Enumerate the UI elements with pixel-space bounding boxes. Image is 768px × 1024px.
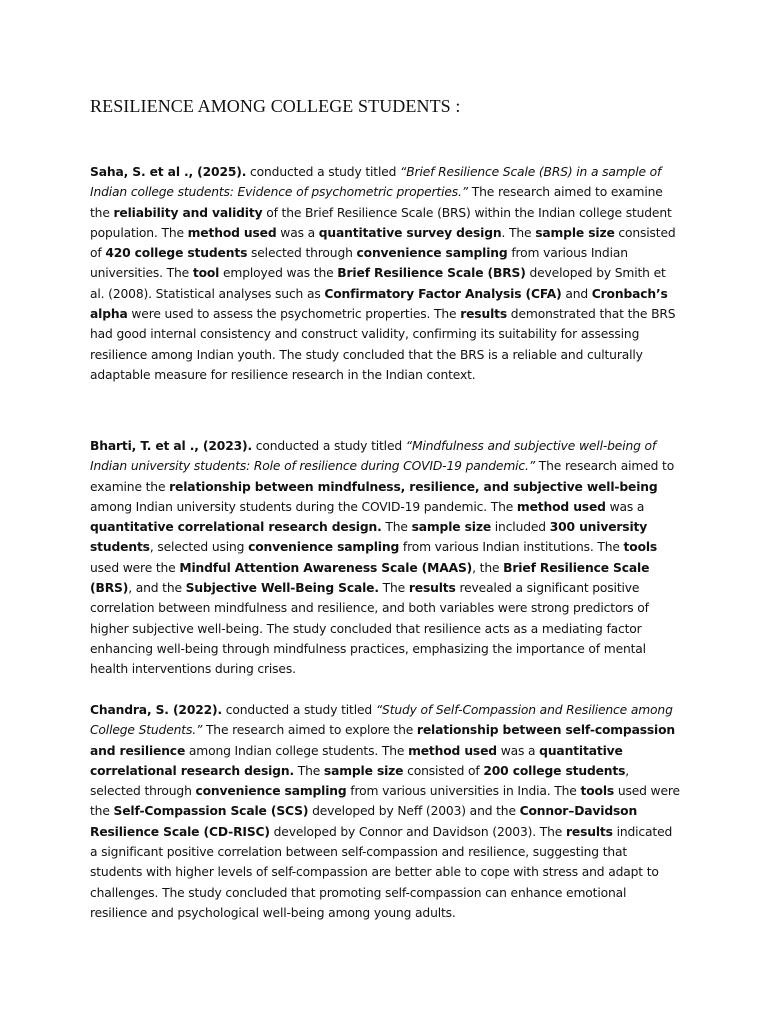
bold-text: reliability and validity xyxy=(113,205,263,220)
body-text: among Indian college students. The xyxy=(185,743,409,758)
body-text: demonstrated that the BRS had good internal consistency and construct validity, confirming its suitability for assessing resilience among Indian youth. The study concluded that the BRS is a reliable and culturally adaptable measure for resilience research in the Indian context. xyxy=(90,307,676,382)
bold-text: tools xyxy=(580,784,615,799)
body-text: among Indian university students during the COVID-19 pandemic. The xyxy=(90,499,517,514)
body-text: . The xyxy=(501,225,536,240)
bold-text: convenience sampling xyxy=(356,246,508,261)
italic-study-title: “Study of Self-Compassion and Resilience among College Students.” xyxy=(90,703,673,738)
bold-text: quantitative correlational research design. xyxy=(90,743,623,778)
body-text: developed by Neff (2003) and the xyxy=(308,804,520,819)
body-text: The research aimed to examine the xyxy=(90,185,663,220)
bold-text: quantitative survey design xyxy=(318,225,502,240)
body-text: The xyxy=(378,581,409,596)
body-text: from various Indian institutions. The xyxy=(399,540,624,555)
bold-text: relationship between mindfulness, resilience, and subjective well-being xyxy=(169,479,658,494)
bold-text: sample size xyxy=(411,520,492,535)
body-text: included xyxy=(491,520,550,535)
body-text: from various universities in India. The xyxy=(346,784,581,799)
body-text: revealed a significant positive correlation between mindfulness and resilience, and both variables were strong predictors of higher subjective well-being. The study concluded that resilience acts as a mediating factor enhancing well-being through mindfulness practices, emphasizing the importance of mental health interventions during crises. xyxy=(90,581,649,677)
bold-text: results xyxy=(408,581,456,596)
bold-text: results xyxy=(460,307,508,322)
body-text: conducted a study titled xyxy=(222,703,376,717)
study-paragraph-saha xyxy=(90,162,680,385)
bold-text: 300 university students xyxy=(90,520,648,555)
body-text: used were the xyxy=(90,784,680,819)
study-paragraph-chandra xyxy=(90,700,680,923)
italic-study-title: “Brief Resilience Scale (BRS) in a sample of Indian college students: Evidence of psychometric properties.” xyxy=(90,165,662,200)
bold-text: quantitative correlational research design. xyxy=(90,520,382,535)
bold-text: 420 college students xyxy=(105,246,248,261)
bold-text: Connor–Davidson Resilience Scale (CD-RISC) xyxy=(90,804,638,839)
body-text: The xyxy=(381,520,412,535)
bold-text: Brief Resilience Scale (BRS) xyxy=(90,560,650,596)
bold-text: tools xyxy=(623,540,658,555)
body-text: consisted of xyxy=(403,763,484,778)
bold-text: convenience sampling xyxy=(248,540,400,555)
bold-text: Confirmatory Factor Analysis (CFA) xyxy=(324,286,562,301)
body-text: was a xyxy=(276,225,319,240)
document-title: RESILIENCE AMONG COLLEGE STUDENTS : xyxy=(90,96,461,116)
body-text: The research aimed to explore the xyxy=(202,723,417,738)
bold-text: Subjective Well-Being Scale. xyxy=(185,581,379,596)
body-text: The research aimed to examine the xyxy=(90,459,675,494)
body-text: consisted of xyxy=(90,225,676,261)
bold-text: Saha, S. et al ., (2025). xyxy=(90,165,247,179)
body-text: conducted a study titled xyxy=(246,165,401,179)
bold-text: 200 college students xyxy=(483,763,626,778)
body-text: were used to assess the psychometric properties. The xyxy=(127,307,461,322)
body-text: , and the xyxy=(128,581,186,596)
italic-study-title: “Mindfulness and subjective well-being of Indian university students: Role of resilience during COVID-19 pandemic.” xyxy=(90,439,657,474)
bold-text: method used xyxy=(516,499,606,514)
body-text: , selected using xyxy=(149,540,249,555)
body-text: from various Indian universities. The xyxy=(90,246,628,281)
bold-text: sample size xyxy=(323,763,404,778)
body-text: of the Brief Resilience Scale (BRS) within the Indian college student population. The xyxy=(90,205,672,240)
bold-text: Mindful Attention Awareness Scale (MAAS) xyxy=(179,560,473,575)
bold-text: method used xyxy=(187,225,277,240)
body-text: employed was the xyxy=(219,266,338,281)
bold-text: convenience sampling xyxy=(195,784,347,799)
bold-text: Self-Compassion Scale (SCS) xyxy=(113,804,309,819)
body-text: , selected through xyxy=(90,763,630,799)
body-text: , the xyxy=(472,560,504,575)
body-text: selected through xyxy=(247,246,357,261)
body-text: used were the xyxy=(90,560,180,575)
body-text: was a xyxy=(496,743,540,758)
body-text: developed by Smith et al. (2008). Statistical analyses such as xyxy=(90,266,666,301)
bold-text: Cronbach’s alpha xyxy=(90,286,668,322)
body-text: The xyxy=(293,763,324,778)
body-text: developed by Connor and Davidson (2003). The xyxy=(269,824,566,839)
bold-text: Chandra, S. (2022). xyxy=(90,703,223,717)
bold-text: results xyxy=(565,824,613,839)
body-text: indicated a significant positive correlation between self-compassion and resilience, suggesting that students with higher levels of self-compassion are better able to cope with stress and adapt to challenges. The study concluded that promoting self-compassion can enhance emotional resilience and psychological well-being among young adults. xyxy=(90,824,673,920)
body-text: conducted a study titled xyxy=(252,439,406,453)
bold-text: tool xyxy=(192,266,220,281)
bold-text: Brief Resilience Scale (BRS) xyxy=(337,266,526,281)
bold-text: relationship between self-compassion and resilience xyxy=(90,723,676,758)
bold-text: sample size xyxy=(535,225,615,240)
body-text: was a xyxy=(605,499,645,514)
study-paragraph-bharti xyxy=(90,436,680,680)
bold-text: method used xyxy=(408,743,497,758)
body-text: and xyxy=(561,286,592,301)
bold-text: Bharti, T. et al ., (2023). xyxy=(90,439,253,453)
